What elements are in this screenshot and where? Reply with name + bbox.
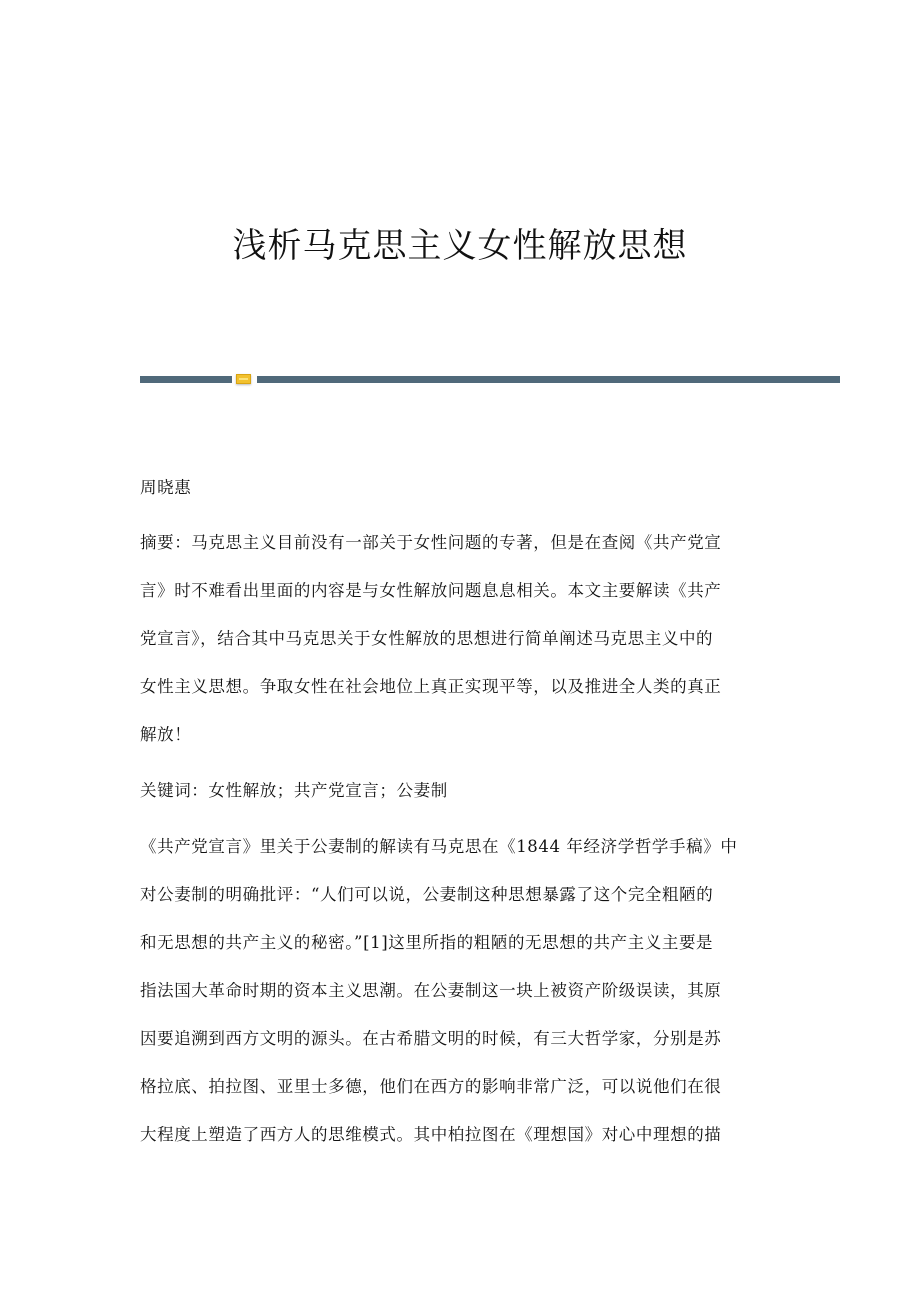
abstract-line: 解放！: [140, 725, 192, 744]
divider-left: [140, 376, 232, 383]
body-line: 《共产党宣言》里关于公妻制的解读有马克思在《1844 年经济学哲学手稿》中: [140, 837, 738, 856]
document-title: 浅析马克思主义女性解放思想: [232, 226, 688, 266]
abstract-line: 言》时不难看出里面的内容是与女性解放问题息息相关。本文主要解读《共产: [140, 581, 722, 600]
body-line: 因要追溯到西方文明的源头。在古希腊文明的时候，有三大哲学家，分别是苏: [140, 1029, 722, 1048]
body-line: 格拉底、拍拉图、亚里士多德，他们在西方的影响非常广泛，可以说他们在很: [140, 1077, 722, 1096]
abstract-line: 党宣言》，结合其中马克思关于女性解放的思想进行简单阐述马克思主义中的: [140, 629, 714, 648]
abstract-line: 女性主义思想。争取女性在社会地位上真正实现平等，以及推进全人类的真正: [140, 677, 722, 696]
divider-right: [257, 376, 840, 383]
author: 周晓惠: [140, 478, 192, 497]
body-line: 指法国大革命时期的资本主义思潮。在公妻制这一块上被资产阶级误读，其原: [140, 981, 722, 1000]
body-line: 和无思想的共产主义的秘密。”[1]这里所指的粗陋的无思想的共产主义主要是: [140, 933, 714, 952]
divider-ornament-icon: [236, 374, 251, 384]
keywords: 关键词：女性解放；共产党宣言；公妻制: [140, 781, 448, 800]
body-line: 大程度上塑造了西方人的思维模式。其中柏拉图在《理想国》对心中理想的描: [140, 1125, 722, 1144]
body-line: 对公妻制的明确批评：“人们可以说，公妻制这种思想暴露了这个完全粗陋的: [140, 885, 714, 904]
abstract-line: 摘要：马克思主义目前没有一部关于女性问题的专著，但是在查阅《共产党宣: [140, 533, 722, 552]
